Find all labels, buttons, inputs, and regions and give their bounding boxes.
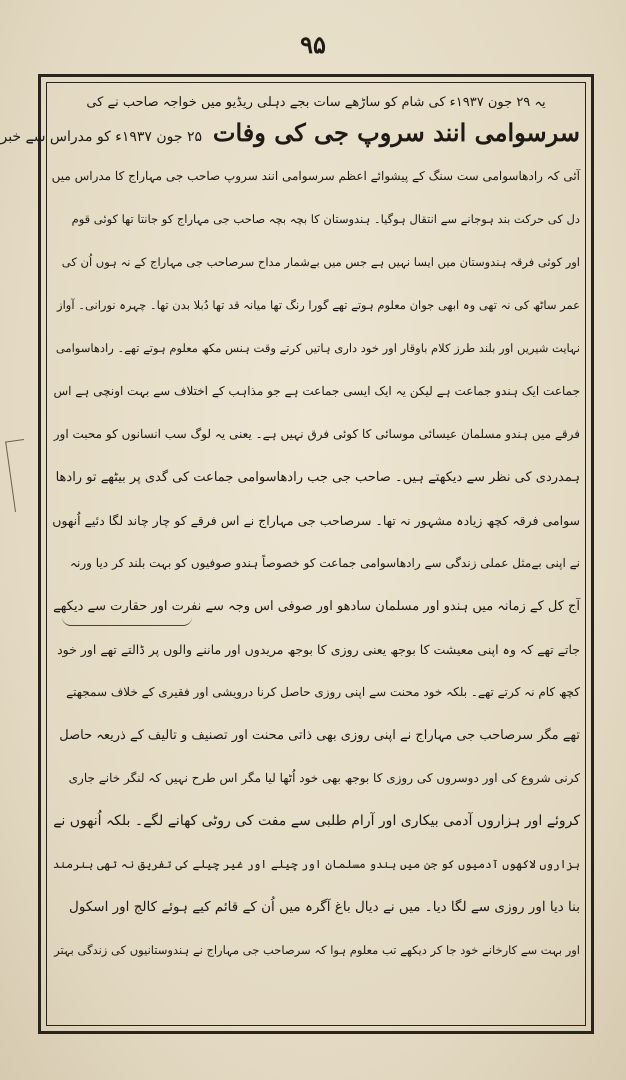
text-line: اور کوئی فرقہ ہندوستان میں ایسا نہیں ہے جس میں بےشمار مداح سرصاحب جی مہاراج کے نہ ہوں اُن کی (61, 255, 580, 269)
text-line: نے اپنی بےمثل عملی زندگی سے رادھاسوامی جماعت کو خصوصاً ہندو صوفیوں کو بہت بلند کر دیا ورنہ (70, 556, 580, 570)
text-line: جاتے تھے کہ وہ اپنی معیشت کا بوجھ یعنی روزی کا بوجھ مریدوں اور ماننے والوں پر ڈالتے تھے اور خود (57, 642, 580, 657)
text-line: جماعت ایک ہندو جماعت ہے لیکن یہ ایک ایسی جماعت ہے جو مذاہب کے اختلاف سے بہت اونچی ہے اس (53, 384, 580, 398)
text-line: آج کل کے زمانہ میں ہندو اور مسلمان سادھو اور صوفی اس وجہ سے نفرت اور حقارت سے دیکھے (53, 599, 580, 614)
article-body (0, 90, 580, 1020)
text-line: تھے مگر سرصاحب جی مہاراج نے اپنی روزی بھی ذاتی محنت اور تصنیف و تالیف کے ذریعہ حاصل (59, 728, 580, 743)
text-line: کرنی شروع کی اور دوسروں کی روزی کا بوجھ بھی خود اُٹھا لیا مگر اس طرح نہیں کہ لنگر خانے جاری (68, 771, 580, 785)
text-line: ہمدردی کی نظر سے دیکھتے ہیں۔ صاحب جی جب رادھاسوامی جماعت کی گدی پر بیٹھے تو رادھا (55, 470, 580, 485)
page-number: ۹۵ (300, 30, 326, 59)
article-dateline: ۲۵ جون ۱۹۳۷ء کو مدراس سے خبر (0, 129, 203, 145)
article-heading (0, 116, 580, 155)
broadcast-note: یہ ۲۹ جون ۱۹۳۷ء کی شام کو ساڑھے سات بجے دہلی ریڈیو میں خواجہ صاحب نے کی (86, 95, 546, 110)
text-line: فرقے میں ہندو مسلمان عیسائی موسائی کا کوئی فرق نہیں ہے۔ یعنی یہ لوگ سب انسانوں کو محبت اور (53, 427, 580, 441)
text-line: آئی کہ رادھاسوامی ست سنگ کے پیشوائے اعظم سرسوامی انند سروپ صاحب جی مہاراج کا مدراس میں (51, 169, 580, 183)
text-line: اور بہت سے کارخانے خود جا کر دیکھے تب معلوم ہوا کہ سرصاحب جی مہاراج نے ہندوستانیوں کی زندگی بہتر (54, 943, 580, 957)
text-line: دل کی حرکت بند ہوجانے سے انتقال ہوگیا۔ ہندوستان کا بچہ بچہ صاحب جی مہاراج کو جانتا تھا کوئی قوم (71, 212, 580, 226)
text-line: کروئے اور ہزاروں آدمی بیکاری اور آرام طلبی سے مفت کی روٹی کھانے لگے۔ بلکہ اُنھوں نے (53, 813, 580, 829)
text-line: ہزاروں لاکھوں آدمیوں کو جن میں ہندو مسلمان اور چیلے اور غیر چیلے کی تفریق نہ تھی ہنرمند (52, 857, 580, 871)
margin-pencil-mark (5, 439, 34, 512)
text-line: سوامی فرقہ کچھ زیادہ مشہور نہ تھا۔ سرصاحب جی مہاراج نے اس فرقے کو چار چاند لگا دئیے اُنھوں (52, 513, 580, 528)
text-line: بنا دیا اور روزی سے لگا دیا۔ میں نے دیال باغ آگرہ میں اُن کے قائم کیے ہوئے کالج اور اسکول (69, 899, 580, 915)
pen-underline-mark (62, 617, 192, 626)
text-line: عمر ساٹھ کی نہ تھی وہ ابھی جوان معلوم ہوتے تھے گورا رنگ تھا میانہ قد تھا دُبلا بدن تھا۔ چہرہ نورانی۔ آواز (57, 298, 580, 312)
text-line: کچھ کام نہ کرتے تھے۔ بلکہ خود محنت سے اپنی روزی حاصل کرنا درویشی اور فقیری کے خلاف سمجھتے (66, 685, 580, 699)
article-title: سرسوامی انند سروپ جی کی وفات (212, 118, 580, 147)
text-line: نہایت شیریں اور بلند طرز کلام باوقار اور خود داری ہاتیں کرتے وقت ہنس مکھ معلوم ہوتے تھے۔ رادھاسوامی (55, 341, 580, 355)
